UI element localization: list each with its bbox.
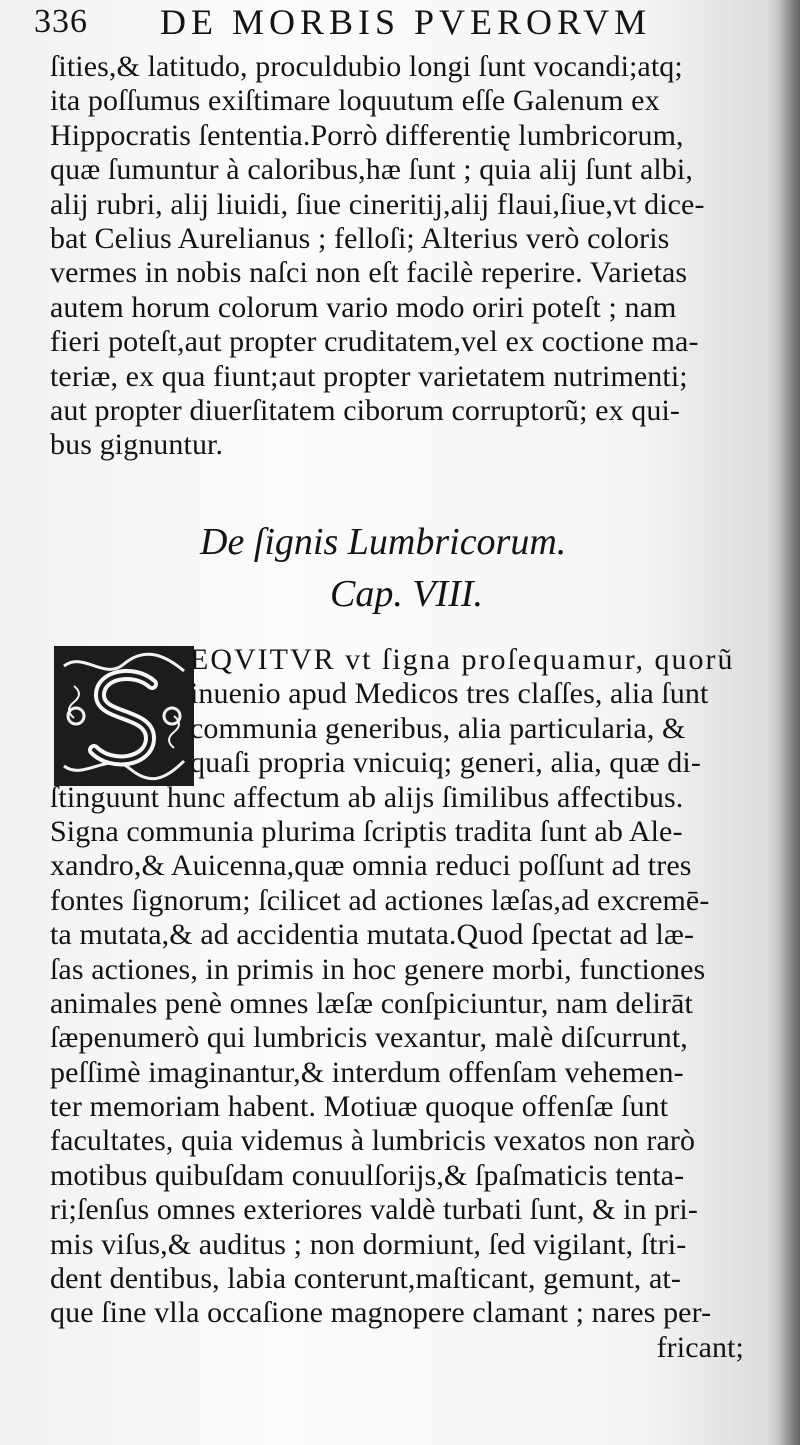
chapter-number: Cap. VIII. <box>330 573 484 615</box>
text-line: Signa communia plurima ſcriptis tradita ſunt ab Ale- <box>50 814 683 848</box>
running-head: DE MORBIS PVERORVM <box>160 2 652 42</box>
text-line: bat Celius Aurelianus ; felloſi; Alterius verò coloris <box>50 221 670 255</box>
text-line: inuenio apud Medicos tres claſſes, alia ſunt <box>190 677 709 711</box>
page-header <box>34 2 754 48</box>
text-line: ri;ſenſus omnes exteriores valdè turbati ſunt, & in pri- <box>50 1193 698 1227</box>
text-line: Hippocratis ſententia.Porrò differentię lumbricorum, <box>50 118 684 152</box>
text-line: alij rubri, alij liuidi, ſiue cineritij,alij flaui,ſiue,vt dice- <box>50 187 705 221</box>
text-line: ſities,& latitudo, proculdubio longi ſunt vocandi;atq; <box>50 50 683 83</box>
text-line: facultates, quia videmus à lumbricis vexatos non rarò <box>50 1124 696 1158</box>
text-line: motibus quibuſdam conuulſorijs,& ſpaſmaticis tenta- <box>50 1158 685 1192</box>
text-line: que ſine vlla occaſione magnopere clamant ; nares per- <box>50 1296 712 1330</box>
text-line: dent dentibus, labia conterunt,maſticant, gemunt, at- <box>50 1262 681 1296</box>
text-line: fieri poteſt,aut propter cruditatem,vel ex coctione ma- <box>50 325 699 359</box>
text-line: ta mutata,& ad accidentia mutata.Quod ſpectat ad læ- <box>50 918 695 952</box>
text-line: quæ ſumuntur à caloribus,hæ ſunt ; quia alij ſunt albi, <box>50 153 693 187</box>
text-line: autem horum colorum vario modo oriri poteſt ; nam <box>50 290 677 324</box>
text-line: fontes ſignorum; ſcilicet ad actiones læſas,ad excremē- <box>50 883 710 917</box>
text-line: xandro,& Auicenna,quæ omnia reduci poſſunt ad tres <box>50 849 692 883</box>
text-line: teriæ, ex qua fiunt;aut propter varietatem nutrimenti; <box>50 359 688 393</box>
text-line: EQVITVR vt ſigna proſequamur, quorũ <box>190 643 735 676</box>
paragraph-1 <box>50 50 768 463</box>
text-line: vermes in nobis naſci non eſt facilè reperire. Varietas <box>50 256 688 290</box>
text-line: ita poſſumus exiſtimare loquutum eſſe Galenum ex <box>50 84 660 118</box>
text-line: peſſimè imaginantur,& interdum offenſam vehemen- <box>50 1055 684 1089</box>
text-line: aut propter diuerſitatem ciborum corruptorũ; ex qui- <box>50 393 680 427</box>
chapter-title: De ſignis Lumbricorum. <box>200 521 567 563</box>
text-line: ſtinguunt hunc affectum ab alijs ſimilibus affectibus. <box>50 780 684 814</box>
text-line: ter memoriam habent. Motiuæ quoque offenſæ ſunt <box>50 1090 669 1124</box>
text-line: ſæpenumerò qui lumbricis vexantur, malè diſcurrunt, <box>50 1021 688 1055</box>
text-line: animales penè omnes læſæ conſpiciuntur, nam delirāt <box>50 986 693 1020</box>
page-edge-shadow <box>778 0 800 1445</box>
catchword-line: fricant; <box>656 1330 744 1364</box>
text-line: quaſi propria vnicuiq; generi, alia, quæ di- <box>190 746 701 780</box>
text-line: bus gignuntur. <box>50 428 224 462</box>
text-line: ſas actiones, in primis in hoc genere morbi, functiones <box>50 952 706 986</box>
text-line: mis viſus,& auditus ; non dormiunt, ſed vigilant, ſtri- <box>50 1227 687 1261</box>
paragraph-2 <box>50 643 768 1365</box>
page-number: 336 <box>34 3 88 40</box>
text-line: communia generibus, alia particularia, & <box>190 711 686 745</box>
